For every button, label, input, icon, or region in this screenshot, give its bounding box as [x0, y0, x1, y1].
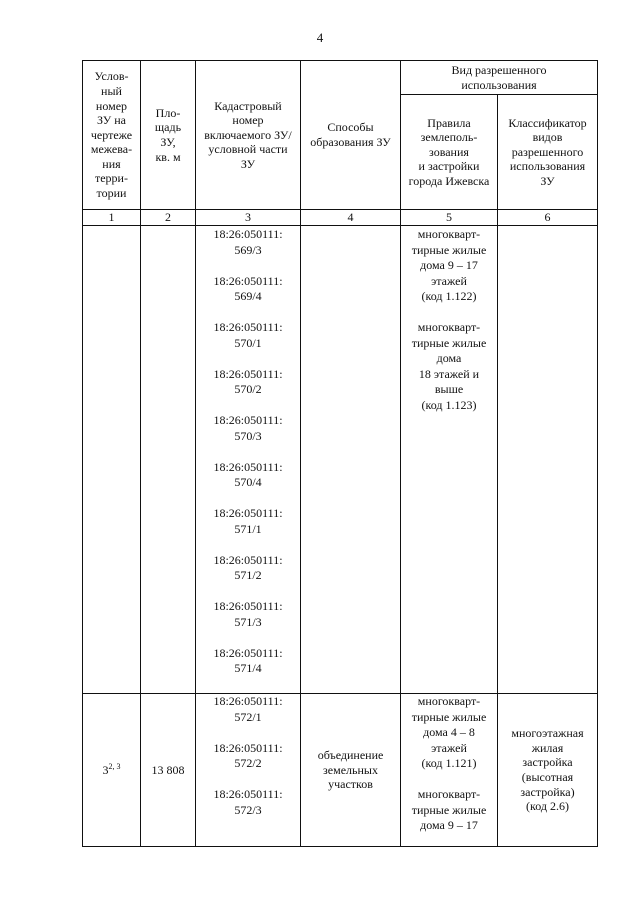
row2-formation-method: объединение земельных участков: [317, 748, 384, 792]
row2-rules-list: многокварт- тирные жилые дома 4 – 8 этажей (код 1.121) многокварт- тирные жилые дома 9 – 17: [411, 694, 487, 832]
row2-area: 13 808: [151, 762, 185, 777]
header-area: Пло- щадь ЗУ, кв. м: [154, 105, 182, 164]
column-number: 3: [245, 210, 251, 224]
column-number: 5: [446, 210, 452, 224]
column-number: 6: [544, 210, 551, 224]
column-number: 1: [108, 210, 115, 224]
row2-classifier: многоэтажная жилая застройка (высотная застройка) (код 2.6): [511, 726, 584, 814]
page-number: 4: [316, 30, 324, 45]
header-cadastral-number: Кадастровый номер включаемого ЗУ/ условной части ЗУ: [204, 98, 292, 171]
header-parcel-number: Услов- ный номер ЗУ на чертеже межева- ния терри- тории: [90, 69, 133, 201]
header-permitted-use-group: Вид разрешенного использования: [451, 62, 547, 92]
row1-cadastral-list: 18:26:050111: 569/3 18:26:050111: 569/4 18:26:050111: 570/1 18:26:050111: 570/2 18:26:050111: 570/3 18:26:050111: 570/4 18:26:050111: 571/1 18:26:050111: 571/2 18:26:050111: 571/3 18:26:050111: 571/4: [213, 227, 283, 675]
header-classifier: Классификатор видов разрешенного использования ЗУ: [508, 115, 587, 188]
row1-rules-list: многокварт- тирные жилые дома 9 – 17 этажей (код 1.122) многокварт- тирные жилые дома 18 этажей и выше (код 1.123): [411, 227, 487, 412]
row2-parcel-number: 3$^{2, 3}$: [102, 761, 121, 777]
row2-cadastral-list: 18:26:050111: 572/1 18:26:050111: 572/2 18:26:050111: 572/3: [213, 694, 283, 817]
column-number: 2: [165, 210, 171, 224]
header-formation-methods: Способы образования ЗУ: [310, 120, 391, 149]
column-number: 4: [347, 210, 354, 224]
header-rules: Правила землеполь- зования и застройки города Ижевска: [408, 115, 490, 188]
